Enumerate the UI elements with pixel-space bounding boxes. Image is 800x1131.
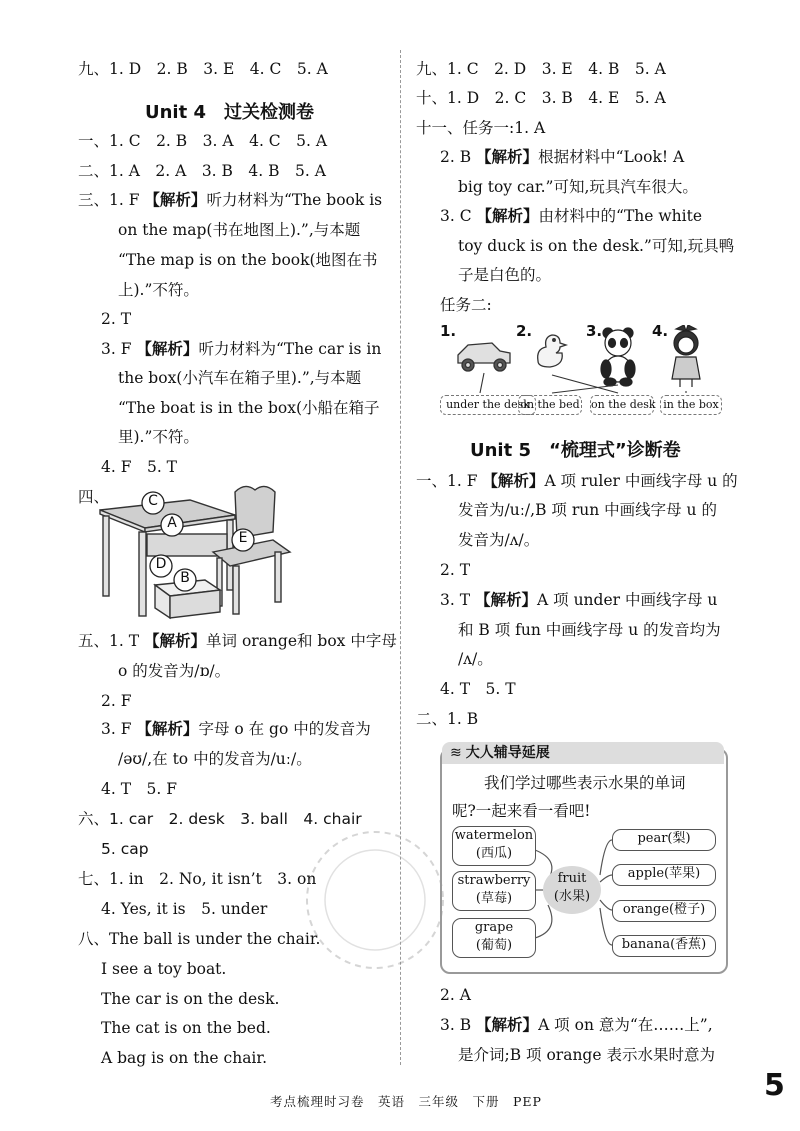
- answer-num: 三、1. F: [78, 191, 140, 209]
- answer-line: “The map is on the book(地图在书: [118, 251, 378, 269]
- answer-line: 二、1. B: [416, 710, 479, 728]
- answer-line: 二、1. A 2. A 3. B 4. B 5. A: [78, 162, 326, 180]
- answer-num: 2. B: [440, 148, 472, 166]
- answer-line: 是介词;B 项 orange 表示水果时意为: [458, 1046, 715, 1064]
- fruit-center: [543, 866, 601, 914]
- analysis-tag: 【解析】: [144, 191, 207, 209]
- analysis-tag: 【解析】: [476, 207, 539, 225]
- match-lines: [480, 373, 686, 393]
- fruit-strawberry: [452, 871, 536, 911]
- fruit-apple: apple(苹果): [612, 864, 716, 886]
- fruit-en: grape: [474, 920, 514, 935]
- answer-line: 七、1. in 2. No, it isn’t 3. on: [78, 870, 317, 888]
- answer-line: 4. F 5. T: [101, 458, 178, 476]
- answer-line: 发音为/ʌ/。: [458, 531, 540, 549]
- answer-num: 3. B: [440, 1016, 472, 1034]
- answer-line: 2. A: [440, 986, 471, 1004]
- answer-line: The car is on the desk.: [101, 990, 280, 1008]
- fruit-banana: banana(香蕉): [612, 935, 716, 957]
- answer-line: [101, 718, 371, 740]
- analysis-text: A 项 ruler 中画线字母 u 的: [544, 472, 738, 490]
- analysis-tag: 【解析】: [476, 1016, 539, 1034]
- answer-line: o 的发音为/ɒ/。: [118, 662, 231, 680]
- analysis-text: A 项 on 意为“在……上”,: [538, 1016, 713, 1034]
- answer-line: 任务二:: [440, 296, 492, 314]
- tutoring-box-title: [450, 742, 550, 764]
- box-title-text: 大人辅导延展: [465, 745, 550, 761]
- answer-line: 5. cap: [101, 840, 149, 858]
- fruit-en: strawberry: [457, 873, 531, 888]
- unit4-title: Unit 4 过关检测卷: [145, 102, 314, 123]
- analysis-text: 单词 orange和 box 中字母: [206, 632, 397, 650]
- toy-panda-icon: [601, 328, 635, 386]
- watermark-stamp: [300, 825, 450, 975]
- label-c: C: [148, 493, 158, 509]
- answer-num: 3. C: [440, 207, 472, 225]
- section-four-label: 四、: [78, 488, 110, 506]
- fruit-watermelon: [452, 826, 536, 866]
- fruit-orange: orange(橙子): [612, 900, 716, 922]
- analysis-tag: 【解析】: [482, 472, 545, 490]
- answer-line: 十、1. D 2. C 3. B 4. E 5. A: [416, 89, 666, 107]
- answer-line: [440, 146, 684, 168]
- toy-doll-icon: [672, 325, 700, 387]
- answer-num: 五、1. T: [78, 632, 140, 650]
- analysis-text: 字母 o 在 go 中的发音为: [198, 720, 371, 738]
- answer-line: toy duck is on the desk.”可知,玩具鸭: [458, 237, 735, 255]
- answer-line: 九、1. C 2. D 3. E 4. B 5. A: [416, 60, 666, 78]
- unit5-title: Unit 5 “梳理式”诊断卷: [470, 440, 681, 461]
- task-number: 4.: [652, 322, 669, 340]
- fruit-grape: [452, 918, 536, 958]
- answer-num: 3. T: [440, 591, 471, 609]
- answer-line: 4. T 5. T: [440, 680, 516, 698]
- answer-line: 六、1. car 2. desk 3. ball 4. chair: [78, 810, 362, 828]
- analysis-text: 根据材料中“Look! A: [538, 148, 685, 166]
- answer-line: “The boat is in the box(小船在箱子: [118, 399, 380, 417]
- analysis-text: 听力材料为“The car is in: [198, 340, 382, 358]
- fruit-cn: (葡萄): [475, 938, 513, 953]
- fruit-cn: (草莓): [475, 891, 513, 906]
- answer-line: 上).”不符。: [118, 281, 199, 299]
- answer-line: 十一、任务一:1. A: [416, 119, 546, 137]
- answer-num: 3. F: [101, 340, 132, 358]
- answer-line: the box(小汽车在箱子里).”,与本题: [118, 369, 362, 387]
- label-b: B: [180, 570, 190, 586]
- task-label: on the bed: [518, 395, 582, 415]
- box-text: 我们学过哪些表示水果的单词: [484, 774, 686, 792]
- task-two-picture: [440, 325, 740, 445]
- toy-car-icon: [458, 343, 510, 371]
- task-label: under the desk: [440, 395, 536, 415]
- answer-line: 和 B 项 fun 中画线字母 u 的发音均为: [458, 621, 721, 639]
- analysis-tag: 【解析】: [475, 591, 538, 609]
- analysis-tag: 【解析】: [144, 632, 207, 650]
- answer-line: 发音为/uː/,B 项 run 中画线字母 u 的: [458, 501, 717, 519]
- task-number: 2.: [516, 322, 533, 340]
- analysis-text: A 项 under 中画线字母 u: [537, 591, 718, 609]
- wave-icon: ≋: [450, 745, 462, 761]
- answer-line: [416, 470, 738, 492]
- answer-line: 2. T: [440, 561, 471, 579]
- analysis-text: 听力材料为“The book is: [206, 191, 383, 209]
- fruit-en: watermelon: [454, 828, 534, 843]
- answer-line: [78, 189, 382, 211]
- answer-line: 里).”不符。: [118, 428, 199, 446]
- answer-line: The cat is on the bed.: [101, 1019, 271, 1037]
- answer-line: 一、1. C 2. B 3. A 4. C 5. A: [78, 132, 328, 150]
- analysis-tag: 【解析】: [476, 148, 539, 166]
- analysis-tag: 【解析】: [136, 720, 199, 738]
- answer-num: 一、1. F: [416, 472, 478, 490]
- label-a: A: [167, 515, 177, 531]
- label-e: E: [238, 530, 248, 546]
- answer-line: [440, 1014, 713, 1036]
- task-label: on the desk: [590, 395, 654, 415]
- label-d: D: [155, 556, 167, 572]
- answer-line: 4. T 5. F: [101, 780, 178, 798]
- answer-line: on the map(书在地图上).”,与本题: [118, 221, 361, 239]
- answer-line: 4. Yes, it is 5. under: [101, 900, 268, 918]
- answer-line: [440, 589, 717, 611]
- toy-duck-icon: [538, 335, 566, 367]
- answer-line: 九、1. D 2. B 3. E 4. C 5. A: [78, 60, 328, 78]
- answer-num: 3. F: [101, 720, 132, 738]
- analysis-tag: 【解析】: [136, 340, 199, 358]
- fruit-center-cn: (水果): [553, 889, 591, 904]
- answer-line: [101, 338, 381, 360]
- answer-line: big toy car.”可知,玩具汽车很大。: [458, 178, 698, 196]
- answer-line: 2. F: [101, 692, 132, 710]
- task-number: 3.: [586, 322, 603, 340]
- task-label: in the box: [660, 395, 722, 415]
- fruit-pear: pear(梨): [612, 829, 716, 851]
- fruit-cn: (西瓜): [475, 846, 513, 861]
- analysis-text: 由材料中的“The white: [538, 207, 702, 225]
- answer-line: /əʊ/,在 to 中的发音为/uː/。: [118, 750, 312, 768]
- task-number: 1.: [440, 322, 457, 340]
- page-number: 5: [764, 1068, 785, 1103]
- answer-line: 2. T: [101, 310, 132, 328]
- answer-line: [78, 630, 397, 652]
- answer-line: 八、The ball is under the chair.: [78, 930, 321, 948]
- fruit-center-en: fruit: [557, 871, 587, 886]
- page-footer: 考点梳理时习卷 英语 三年级 下册 PEP: [270, 1094, 542, 1109]
- answer-line: I see a toy boat.: [101, 960, 227, 978]
- box-text: 呢?一起来看一看吧!: [452, 802, 591, 820]
- answer-line: 子是白色的。: [458, 266, 552, 284]
- answer-line: A bag is on the chair.: [101, 1049, 268, 1067]
- answer-line: [440, 205, 702, 227]
- answer-line: /ʌ/。: [458, 650, 493, 668]
